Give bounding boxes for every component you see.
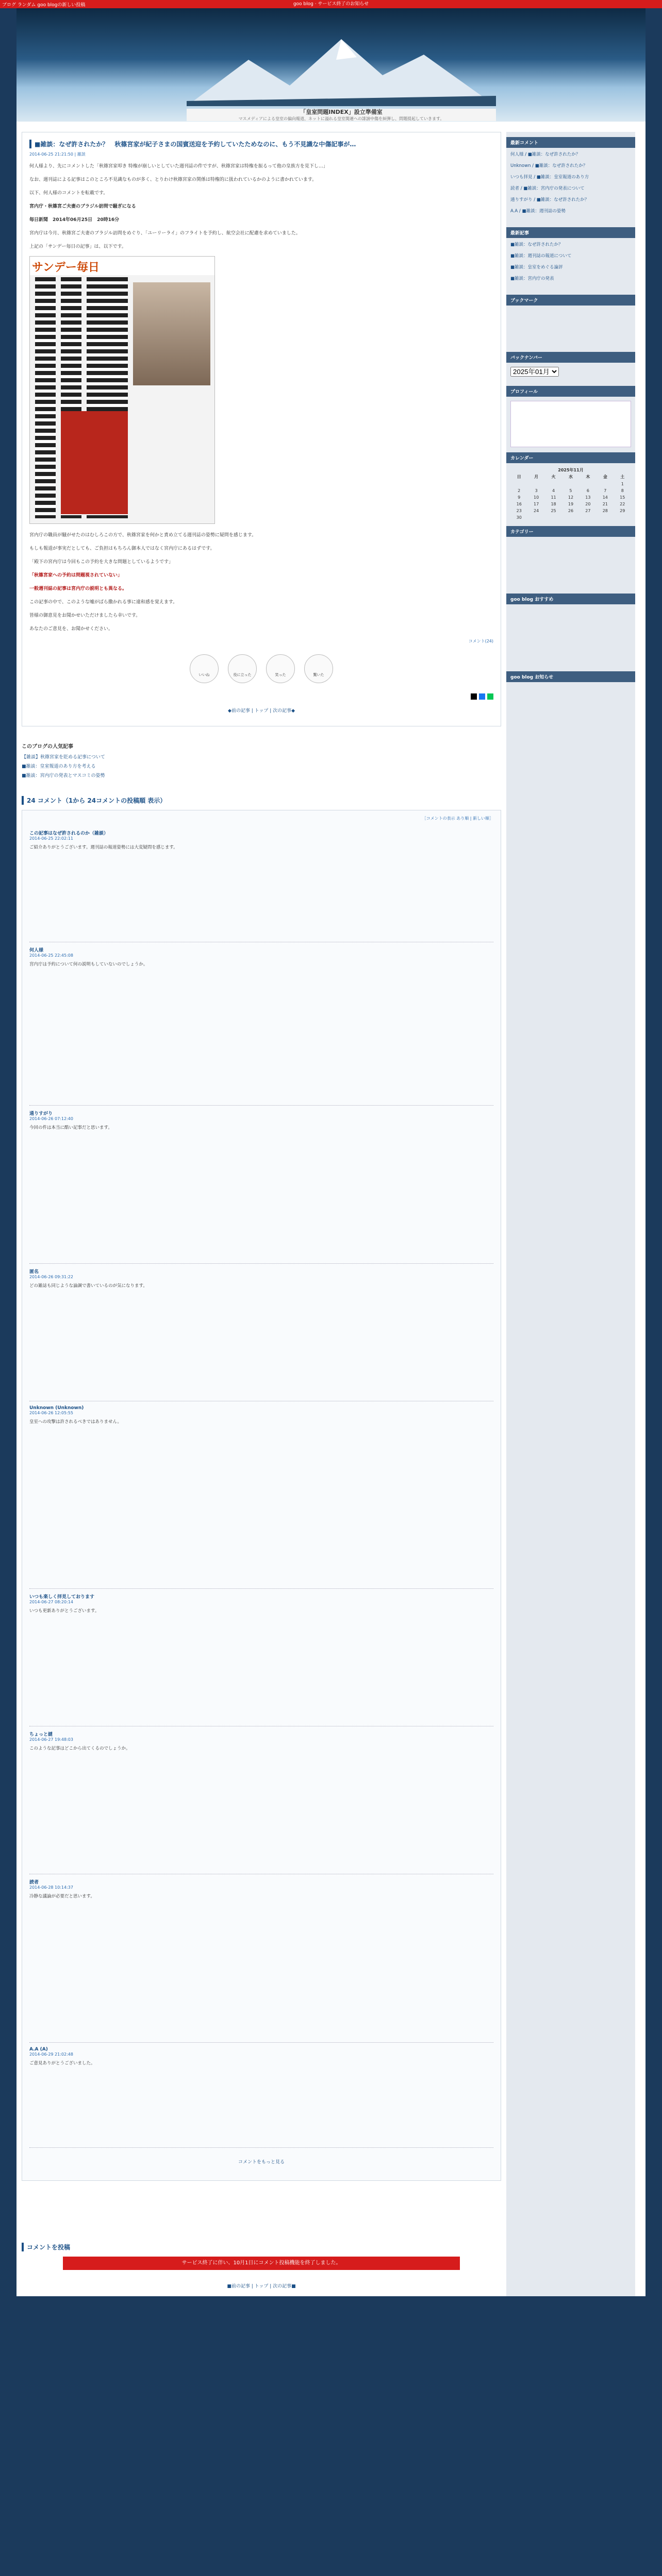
recent-comment-item[interactable]: 読者 / ■雑談：宮内庁の発表について xyxy=(510,186,585,191)
comment-author[interactable]: いつも楽しく拝見しております xyxy=(29,1595,95,1600)
sidebar-heading: カレンダー xyxy=(506,452,635,463)
entry-bold-line: 一般週刊誌の記事は宮内庁の説明とも異なる。 xyxy=(29,586,127,591)
comment-date: 2014-06-26 09:31:22 xyxy=(29,1275,73,1279)
comment-text: 今回の件は本当に酷い記事だと思います。 xyxy=(29,1125,112,1130)
entry-paragraph: 上記の「サンデー毎日の記事」は、以下です。 xyxy=(29,244,126,249)
entry-paragraph: なお、週刊誌による記事はこのところ不見識なものが多く、とりわけ秋篠宮家の関係は特権的に扱われているかのように書かれています。 xyxy=(29,177,317,182)
comment-date: 2014-06-29 21:02:48 xyxy=(29,2052,73,2057)
comment-author[interactable]: 通りすがり xyxy=(29,1111,53,1116)
line-share-icon[interactable] xyxy=(487,693,493,700)
calendar-weekday: 月 xyxy=(534,474,539,479)
calendar-month: 2025年11月 xyxy=(558,468,584,472)
sidebar-heading: ブックマーク xyxy=(506,295,635,306)
recent-comment-item[interactable]: A.A / ■雑談：週刊誌の姿勢 xyxy=(510,209,566,214)
comment-text: ご意見ありがとうございました。 xyxy=(29,2061,95,2066)
reaction-useful-button[interactable]: 役に立った xyxy=(228,654,257,683)
top-nav[interactable]: ブログ ランダム goo blogの新しい投稿 xyxy=(2,3,86,8)
magazine-image[interactable] xyxy=(29,256,215,524)
backnumber-select[interactable] xyxy=(510,367,559,377)
comment xyxy=(29,1726,493,1874)
entry-bold-line: 「秋篠宮家への予約は問題視されていない」 xyxy=(29,573,123,578)
recent-comment-item[interactable]: Unknown / ■雑談：なぜ許されたか？ xyxy=(510,163,588,168)
entry-body xyxy=(29,162,493,633)
blog-subtitle: マスメディアによる皇室の偏向報道、ネットに溢れる皇室関連への誹謗中傷を糾弾し、問題提起していきます。 xyxy=(238,116,444,121)
calendar-week: 1 xyxy=(621,482,624,486)
comment-text: このような記事はどこから出てくるのでしょうか。 xyxy=(29,1746,130,1751)
entry-pager[interactable]: ◆前の記事 | トップ | 次の記事◆ xyxy=(227,708,295,714)
comment-text: どの雑誌も同じような論調で書いているのが気になります。 xyxy=(29,1283,147,1289)
calendar-weekday: 金 xyxy=(603,474,607,479)
mountain-header-image xyxy=(187,29,496,106)
calendar-week: 23 24 25 26 27 28 29 xyxy=(516,509,625,513)
comment-author[interactable]: 何人様 xyxy=(29,948,44,953)
comment-text: 宮内庁は予約について何の説明もしていないのでしょうか。 xyxy=(29,962,148,967)
entry-paragraph: 皆様の御意見をお聞かせいただけましたら幸いです。 xyxy=(29,613,141,618)
latest-entry-item[interactable]: ■雑談：皇室をめぐる論評 xyxy=(510,265,563,270)
blog-title[interactable]: 「皇室問題INDEX」設立準備室 xyxy=(300,109,383,115)
service-bar[interactable]: goo blog · サービス終了のお知らせ xyxy=(0,0,662,8)
sidebar-heading: プロフィール xyxy=(506,386,635,397)
recent-comment-item[interactable]: 何人様 / ■雑談：なぜ許されたか？ xyxy=(510,152,581,157)
share-buttons xyxy=(29,693,493,700)
calendar-weekday: 火 xyxy=(551,474,556,479)
calendar-weekday: 土 xyxy=(620,474,625,479)
sidebar-heading: カテゴリー xyxy=(506,526,635,537)
calendar-week: 30 xyxy=(516,515,522,520)
entry xyxy=(22,132,501,726)
comment-date: 2014-06-25 22:45:08 xyxy=(29,953,73,958)
entry-paragraph: 宮内庁は今月、秋篠宮ご夫妻のブラジル訪問をめぐり、「ユーリーライ」のフライトを予約し、航空会社に配慮を求めていました。 xyxy=(29,231,301,236)
comment-date: 2014-06-27 19:48:03 xyxy=(29,1737,73,1742)
latest-entry-item[interactable]: ■雑談：なぜ許されたか？ xyxy=(510,242,563,247)
reaction-laugh-button[interactable]: 笑った xyxy=(266,654,295,683)
comment-date: 2014-06-26 07:12:40 xyxy=(29,1116,73,1121)
latest-entry-item[interactable]: ■雑談：宮内庁の発表 xyxy=(510,276,554,281)
comment-author[interactable]: ちょっと謎 xyxy=(29,1732,53,1737)
magazine-red-panel xyxy=(61,411,128,514)
sidebar xyxy=(506,132,635,2296)
comment-date: 2014-06-27 08:20:14 xyxy=(29,1600,73,1604)
comment-author[interactable]: A.A (A) xyxy=(29,2047,48,2052)
post-comment-section xyxy=(22,2243,501,2270)
calendar-week: 16 17 18 19 20 21 22 xyxy=(516,502,625,506)
entry-paragraph: もしも報道が事実だとしても、ご負担はもちろん御本人ではなく宮内庁にあるはずです。 xyxy=(29,546,215,551)
page-wrapper xyxy=(16,8,646,2296)
comment-text: 冷静な議論が必要だと思います。 xyxy=(29,1894,95,1899)
calendar-week: 9 10 11 12 13 14 15 xyxy=(518,495,625,500)
comment xyxy=(29,1401,493,1589)
comment xyxy=(29,1589,493,1726)
related-item[interactable]: ■雑談：宮内庁の発表とマスコミの姿勢 xyxy=(22,773,105,778)
calendar-weekday: 木 xyxy=(586,474,590,479)
profile-box xyxy=(510,401,631,447)
entry-quote-source: 毎日新聞 2014年06月25日 20時16分 xyxy=(29,217,120,223)
comment xyxy=(29,1264,493,1401)
magazine-photo xyxy=(133,282,210,385)
comment-count-link[interactable]: コメント(24) xyxy=(468,639,493,643)
related-item[interactable]: 【雑談】秋篠宮家を貶める記事について xyxy=(22,755,105,760)
comment-author[interactable]: Unknown (Unknown) xyxy=(29,1405,84,1411)
comment-author[interactable]: 読者 xyxy=(29,1880,39,1885)
comment-author[interactable]: 匿名 xyxy=(29,1269,39,1275)
comment-date: 2014-06-26 12:05:55 xyxy=(29,1411,73,1415)
comment-list xyxy=(22,810,501,2181)
comments-section xyxy=(22,796,501,2181)
calendar xyxy=(510,467,631,521)
entry-quote-title: 宮内庁・秋篠宮ご夫妻のブラジル訪問で騒ぎになる xyxy=(29,204,136,209)
main-column xyxy=(22,132,506,2296)
comment-sort[interactable]: ［コメントの表示 あり順 | 新しい順］ xyxy=(422,816,493,821)
comment xyxy=(29,1106,493,1264)
sidebar-heading: 最新記事 xyxy=(506,227,635,238)
calendar-weekday: 日 xyxy=(517,474,521,479)
entry-paragraph: 以下、何人様のコメントを転載です。 xyxy=(29,191,108,196)
x-share-icon[interactable] xyxy=(471,693,477,700)
related-title: このブログの人気記事 xyxy=(22,744,73,750)
calendar-week: 2 3 4 5 6 7 8 xyxy=(518,488,624,493)
sidebar-heading: goo blog おすすめ xyxy=(506,594,635,604)
comment xyxy=(29,942,493,1106)
recent-comment-item[interactable]: 通りすがり / ■雑談：なぜ許されたか？ xyxy=(510,197,589,202)
related-posts xyxy=(22,742,501,781)
magazine-masthead: サンデー毎日 xyxy=(30,257,214,275)
comment-date: 2014-06-28 10:14:37 xyxy=(29,1885,73,1890)
comment-author[interactable]: この記事はなぜ許されるのか（雑談） xyxy=(29,831,109,836)
post-comment-title: コメントを投稿 xyxy=(22,2243,501,2251)
entry-paragraph: 「殿下の宮内庁は今回もこの予約を大きな問題としているようです」 xyxy=(29,560,174,565)
more-comments-link[interactable]: コメントをもっと見る xyxy=(238,2160,285,2165)
sidebar-heading: goo blog お知らせ xyxy=(506,671,635,682)
comment-text: ご紹介ありがとうございます。週刊誌の報道姿勢には大変疑問を感じます。 xyxy=(29,845,178,850)
related-item[interactable]: ■雑談：皇室報道のあり方を考える xyxy=(22,764,96,769)
comment xyxy=(29,2043,493,2148)
comment-text: いつも更新ありがとうございます。 xyxy=(29,1608,100,1614)
comment-closed-notice: サービス終了に伴い、10月1日にコメント投稿機能を終了しました。 xyxy=(63,2257,460,2270)
entry-title[interactable]: ■雑談：なぜ許されたか？ 秋篠宮家が紀子さまの国賓送迎を予約していたためなのに、もう不見識な中傷記事が… xyxy=(29,140,493,148)
page-footer xyxy=(0,2296,662,2358)
comments-title: 24 コメント（1から 24コメントの投稿順 表示） xyxy=(22,796,501,805)
entry-closing: あなたのご意見を、お聞かせください。 xyxy=(29,626,113,632)
reaction-surprise-button[interactable]: 驚いた xyxy=(304,654,333,683)
calendar-weekday: 水 xyxy=(568,474,573,479)
latest-entry-item[interactable]: ■雑談：週刊誌の報道について xyxy=(510,253,572,259)
entry-paragraph: 何人様より、先にコメントした「秋篠宮家叩き 特権が崩しいとしていた週刊誌の件ですが、秋篠宮家は特権を振るって他の皇族方を見下し…」 xyxy=(29,164,328,169)
sidebar-heading: バックナンバー xyxy=(506,352,635,363)
blog-header xyxy=(16,8,646,122)
reaction-like-button[interactable]: いいね xyxy=(190,654,219,683)
entry-meta[interactable]: 2014-06-25 21:21:50 | 雑談 xyxy=(29,152,86,157)
footer-pager[interactable]: ■前の記事 | トップ | 次の記事■ xyxy=(227,2284,296,2289)
blog-title-box xyxy=(187,109,496,121)
recent-comment-item[interactable]: いつも拝見 / ■雑談：皇室報道のあり方 xyxy=(510,175,589,180)
entry-paragraph: 宮内庁の職員が騒がせたのはむしろこの方で、秋篠宮家を何かと責め立てる週刊誌の姿勢に疑問を感じます。 xyxy=(29,533,257,538)
comment-text: 皇室への攻撃は許されるべきではありません。 xyxy=(29,1419,122,1425)
facebook-share-icon[interactable] xyxy=(479,693,485,700)
reaction-buttons xyxy=(29,654,493,683)
comment xyxy=(29,825,493,942)
comment xyxy=(29,1874,493,2043)
entry-paragraph: この記事の中で、このような嘘がばら撒かれる事に違和感を覚えます。 xyxy=(29,600,178,605)
comment-date: 2014-06-25 22:02:11 xyxy=(29,836,73,841)
sidebar-heading: 最新コメント xyxy=(506,137,635,148)
